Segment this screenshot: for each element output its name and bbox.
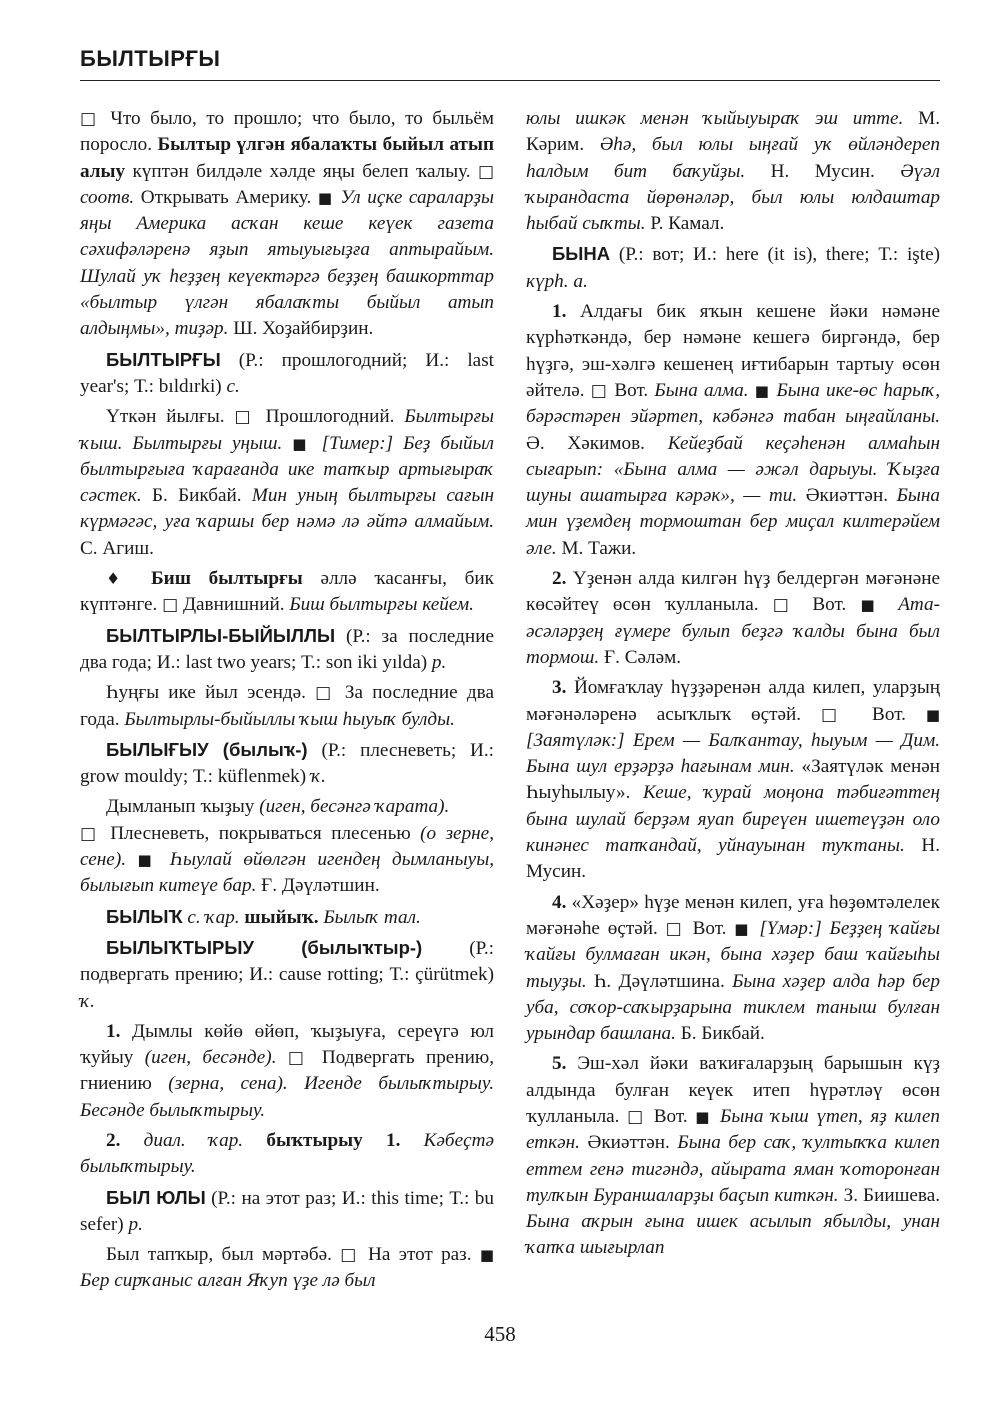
entry-byltyrly-byiylly: БЫЛТЫРЛЫ-БЫЙЫЛЛЫ (Р.: за последние два года; И.: last two years; Т.: son iki yılda) р.: [80, 624, 494, 673]
left-column: [80, 106, 494, 1299]
entry-bylyktyryu: БЫЛЫҠТЫРЫУ (былыҡтыр-) (Р.: подвергать прению; И.: cause rotting; Т.: çürütmek) ҡ.: [80, 936, 494, 1012]
square-marker-icon: [340, 1244, 360, 1265]
entry-bylyk: БЫЛЫҠ с. ҡар. шыйыҡ. Былыҡ тал.: [106, 905, 421, 928]
black-square-icon: [755, 380, 771, 401]
diamond-marker-icon: [106, 568, 133, 589]
headword: БЫЛТЫРЛЫ-БЫЙЫЛЛЫ: [106, 624, 336, 646]
square-marker-icon: [80, 823, 101, 844]
headword: БЫНА: [552, 243, 611, 265]
right-column: [526, 106, 940, 1266]
header-rule: [80, 80, 940, 81]
entry-sense: Үткән йылғы. □ Прошлогодний. Былтырғы ҡыш. Былтырғы уңыш. ■ [Тимер:] Беҙ быйыл былтырғыға ҡарағанда ике тапҡыр артығыраҡ сәстек. Б. Бикбай. Мин уның былтырғы сағын күрмәгәс, уға ҡаршы бер нәмә лә әйтә алмайым. С. Агиш.: [80, 404, 494, 562]
entry-idiom: ♦ Биш былтырғы әллә ҡасанғы, бик күптәнге. □ Давнишний. Биш былтырғы кейем.: [80, 566, 494, 619]
square-marker-icon: [162, 594, 178, 615]
square-marker-icon: [478, 161, 494, 182]
entry-sense: 4. «Хәҙер» һүҙе менән килеп, уға һөҙөмтәлелек мәғәнәһе өҫтәй. □ Вот. ■ [Үмәр:] Беҙҙең ҡайғы ҡайғы булмаған икән, бына хәҙер баш ҡайғыһы тыуҙы. Һ. Дәүләтшина. Бына хәҙер алда һәр бер уба, соҡор-саҡырҙарына тиклем таныш булған урындар башлана. Б. Бикбай.: [526, 890, 940, 1048]
headword: БЫЛЫҒЫУ (былыҡ-): [106, 738, 308, 760]
headword: БЫЛТЫРҒЫ: [106, 348, 221, 370]
entry-continuation: □ Что было, то прошло; что было, то быльём поросло. Былтыр үлгән ябалаҡты быйыл атып алыу күптән билдәле хәлде яңы белеп ҡалыу. □ соотв. Открывать Америку. ■ Ул иҫке сараларҙы яңы Америка асҡан кеше кеүек газета сәхифәләренә яҙып ятыуығыҙға аптырайым. Шулай уҡ һеҙҙең кеүектәргә беҙҙең башкорттар «былтыр үлгән ябалаҡты быйыл атып алдыңмы», тиҙәр. Ш. Хоҙайбирҙин.: [80, 106, 494, 343]
headword: БЫЛЫҠТЫРЫУ (былыҡтыр-): [106, 936, 423, 958]
page-number: 458: [484, 1322, 516, 1346]
entry-sense: 3. Йомғаҡлау һүҙҙәренән алда килеп, уларҙың мәғәнәләренә асыҡлыҡ өҫтәй. □ Вот. ■ [Заятүләк:] Ерем — Балҡантау, һыуым — Дим. Бына шул ерҙәрҙә һағынам мин. «Заятүләк менән Һыуһылыу». Кеше, ҡурай моңона тәбиғәттең бына шулай берҙәм яуап биреүен ишетеүҙән оло кинәнес тапҡандай, уйнауынан туҡтаны. Н. Мусин.: [526, 675, 940, 885]
black-square-icon: [926, 704, 940, 725]
black-square-icon: [318, 187, 334, 208]
square-marker-icon: [235, 406, 256, 427]
entry-bylygyu: БЫЛЫҒЫУ (былыҡ-) (Р.: плесневеть; И.: grow mouldy; Т.: küflenmek) ҡ.: [80, 738, 494, 788]
entry-byltyrgy: БЫЛТЫРҒЫ (Р.: прошлогодний; И.: last year's; Т.: bıldırki) с.: [80, 348, 494, 397]
entry-sense: Был тапҡыр, был мәртәбә. □ На этот раз. ■ Бер сирҡаныс алған Яҡуп үҙе лә был: [80, 1242, 494, 1295]
black-square-icon: [860, 594, 884, 615]
entry-sense: 5. Эш-хәл йәки ваҡиғаларҙың барышын күҙ алдында булған кеүек итеп һүрәтләү өсөн ҡулланыла. □ Вот. ■ Бына ҡыш үтеп, яҙ килеп еткән. Әкиәттән. Бына бер саҡ, ҡултыҡҡа килеп еттем генә тигәндә, айырата яман ҡоторонған тулҡын Бураншаларҙы баҫып киткән. З. Биишева. Бына аҡрын ғына ишек асылып ябылды, унан ҡапҡа шығырлап: [526, 1051, 940, 1261]
entry-sense: 2. Үҙенән алда килгән һүҙ белдергән мәғәнәне көсәйтеү өсөн ҡулланыла. □ Вот. ■ Ата-әсәләрҙең ғүмере булып беҙгә ҡалды бына был тормош. Ғ. Сәләм.: [526, 566, 940, 671]
entry-continuation: юлы ишкәк менән ҡыйыуыраҡ эш итте. М. Кәрим. Әһә, был юлы ыңғай уҡ өйләндереп һалдым бит баҡуйҙы. Н. Мусин. Әүәл ҡырандаста йөрөнәләр, был юлы юлдаштар һыбай сыҡты. Р. Камал.: [526, 108, 940, 235]
entry-sense: 1. Дымлы көйө өйөп, ҡыҙыуға, сереүгә юл ҡуйыу (иген, бесәнде). □ Подвергать прению, гниению (зерна, сена). Игенде былыҡтырыу. Бесәнде былыҡтырыу.: [80, 1019, 494, 1124]
headword: БЫЛЫҠ: [106, 905, 183, 927]
square-marker-icon: [773, 594, 798, 615]
entry-sense: Һуңғы ике йыл эсендә. □ За последние два года. Былтырлы-быйыллы ҡыш һыуыҡ булды.: [80, 680, 494, 733]
square-marker-icon: [315, 682, 335, 703]
square-marker-icon: [666, 918, 685, 939]
entry-sense: Дымланып ҡыҙыу (иген, бесәнгә ҡарата). □ Плесневеть, покрываться плесенью (о зерне, сене). ■ Һыулай өйөлгән игендең дымланыуы, былығып китеүе бар. Ғ. Дәүләтшин.: [80, 794, 494, 899]
headword: БЫЛ ЮЛЫ: [106, 1186, 206, 1208]
square-marker-icon: [821, 704, 852, 725]
entry-sense: 1. Алдағы бик яҡын кешене йәки нәмәне күрһәткәндә, бер нәмәне кешегә биргәндә, бер һүҙгә, эш-хәлгә кешенең иғтибарын тартыу өсөн әйтелә. □ Вот. Бына алма. ■ Бына ике-өс һарыҡ, бәрәстәрен эйәртеп, кәбәнгә табан ыңғайланы. Ә. Хәкимов. Кейеҙбай кеҫәһенән алмаһын сығарып: «Бына алма — әжәл дарыуы. Ҡыҙға шуны ашатырға кәрәк», — ти. Әкиәттән. Бына мин үҙемдең тормоштан бер миҫал килтерәйем әле. М. Тажи.: [526, 299, 940, 562]
running-head: БЫЛТЫРҒЫ: [80, 46, 221, 71]
square-marker-icon: [627, 1106, 646, 1127]
square-marker-icon: [591, 380, 608, 401]
entry-byna: БЫНА (Р.: вот; И.: here (it is), there; Т.: işte) күрһ. а.: [526, 243, 940, 292]
black-square-icon: [734, 918, 751, 939]
black-square-icon: [695, 1106, 712, 1127]
entry-sense: 2. диал. ҡар. быҡтырыу 1. Кәбеҫтә былыҡтырыу.: [80, 1129, 494, 1178]
black-square-icon: [480, 1244, 494, 1265]
black-square-icon: [138, 849, 159, 870]
square-marker-icon: [288, 1047, 311, 1068]
black-square-icon: [292, 433, 311, 454]
square-marker-icon: [80, 108, 101, 129]
entry-byl-yuly: БЫЛ ЮЛЫ (Р.: на этот раз; И.: this time; Т.: bu sefer) р.: [80, 1186, 494, 1235]
